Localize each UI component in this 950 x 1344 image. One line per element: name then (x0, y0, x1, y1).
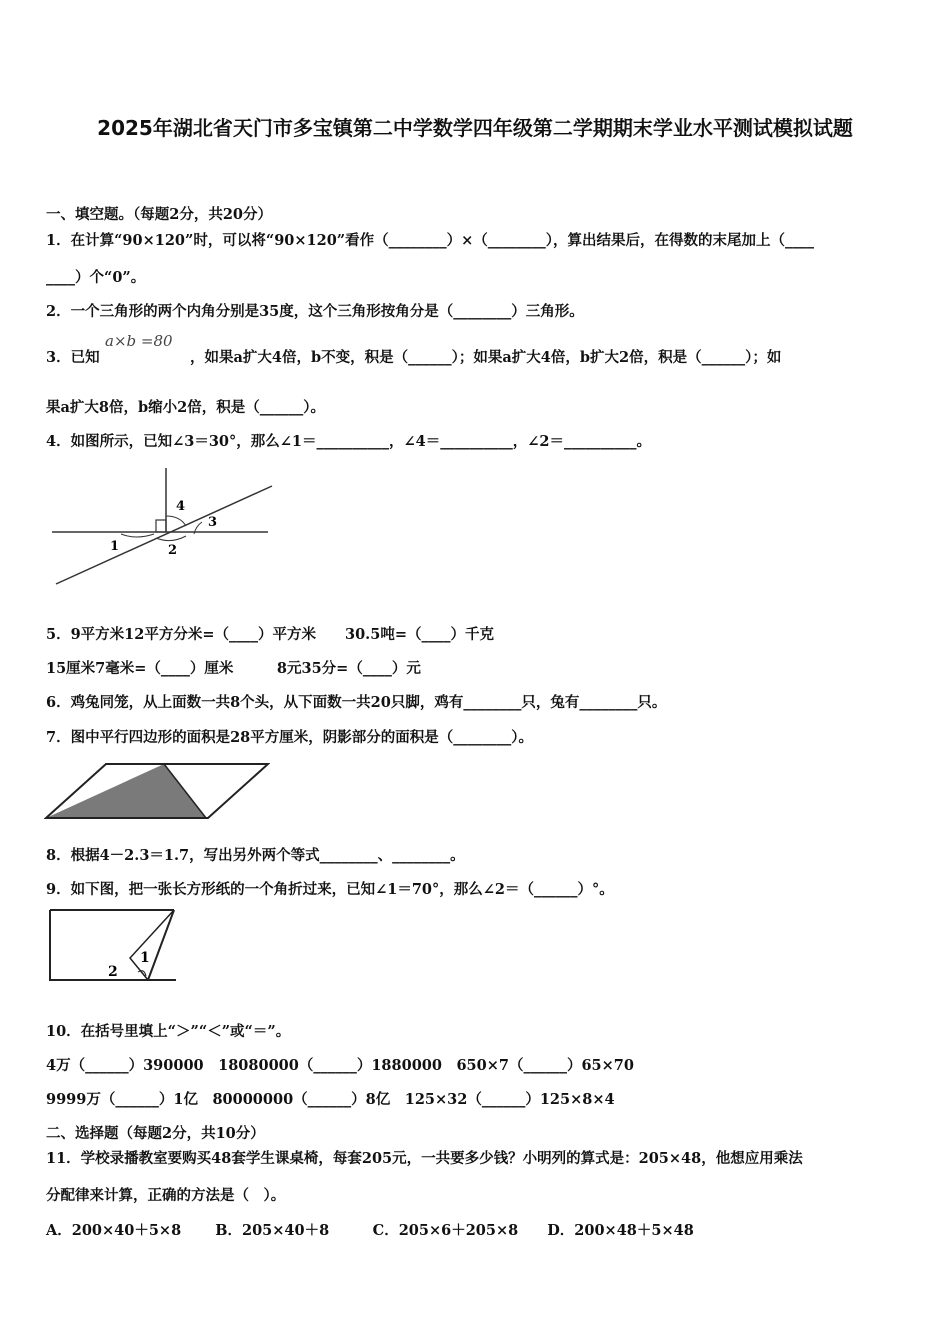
question-3-prefix: 3．已知 (46, 349, 100, 366)
angle-label-2: 2 (108, 964, 118, 980)
parallelogram-figure (44, 760, 270, 822)
formula-image: a×b =80 (105, 332, 173, 350)
question-1-line-1: 1．在计算“90×120”时，可以将“90×120”看作（________）×（________），算出结果后，在得数的末尾加上（____ (46, 232, 815, 249)
question-6: 6．鸡兔同笼，从上面数一共8个头，从下面数一共20只脚，鸡有________只，兔有________只。 (46, 694, 667, 711)
angle-label-1: 1 (110, 539, 120, 554)
question-3-line-1: ，如果a扩大4倍，b不变，积是（______）；如果a扩大4倍，b扩大2倍，积是（______）；如 (190, 349, 782, 366)
angle-label-3: 3 (208, 515, 218, 530)
question-4: 4．如图所示，已知∠3＝30°，那么∠1＝__________，∠4＝__________，∠2＝__________。 (46, 433, 651, 450)
angle-label-1: 1 (140, 950, 150, 966)
question-8: 8．根据4－2.3＝1.7，写出另外两个等式________、________。 (46, 847, 465, 864)
question-9: 9．如下图，把一张长方形纸的一个角折过来，已知∠1＝70°，那么∠2＝（______）°。 (46, 881, 614, 898)
question-10-row-1: 4万（______）390000 18080000（______）1880000 650×7（______）65×70 (46, 1057, 634, 1074)
question-2: 2．一个三角形的两个内角分别是35度，这个三角形按角分是（________）三角形。 (46, 303, 584, 320)
question-1-line-2: ____）个“0”。 (46, 269, 146, 286)
question-11-options: A．200×40＋5×8 B．205×40＋8 C．205×6＋205×8 D．200×48＋5×48 (46, 1222, 694, 1239)
question-10-row-2: 9999万（______）1亿 80000000（______）8亿 125×32（______）125×8×4 (46, 1091, 615, 1108)
angle-label-4: 4 (176, 499, 186, 514)
folded-paper-figure (46, 906, 180, 984)
question-5-line-1: 5．9平方米12平方分米=（____）平方米 30.5吨=（____）千克 (46, 626, 494, 643)
question-5-line-2: 15厘米7毫米=（____）厘米 8元35分=（____）元 (46, 660, 421, 677)
question-10: 10．在括号里填上“＞”“＜”或“＝”。 (46, 1023, 291, 1040)
section-heading: 二、选择题（每题2分，共10分） (46, 1125, 265, 1142)
page-title: 2025年湖北省天门市多宝镇第二中学数学四年级第二学期期末学业水平测试模拟试题 (97, 116, 853, 140)
section-heading: 一、填空题。（每题2分，共20分） (46, 206, 273, 223)
question-3-line-2: 果a扩大8倍，b缩小2倍，积是（______）。 (46, 399, 325, 416)
angles-figure (46, 468, 278, 590)
angle-label-2: 2 (168, 543, 178, 558)
question-7: 7．图中平行四边形的面积是28平方厘米，阴影部分的面积是（________）。 (46, 729, 534, 746)
question-11-line-2: 分配律来计算，正确的方法是（ ）。 (46, 1187, 286, 1204)
question-11-line-1: 11．学校录播教室要购买48套学生课桌椅，每套205元，一共要多少钱？小明列的算式是：205×48，他想应用乘法 (46, 1150, 803, 1167)
